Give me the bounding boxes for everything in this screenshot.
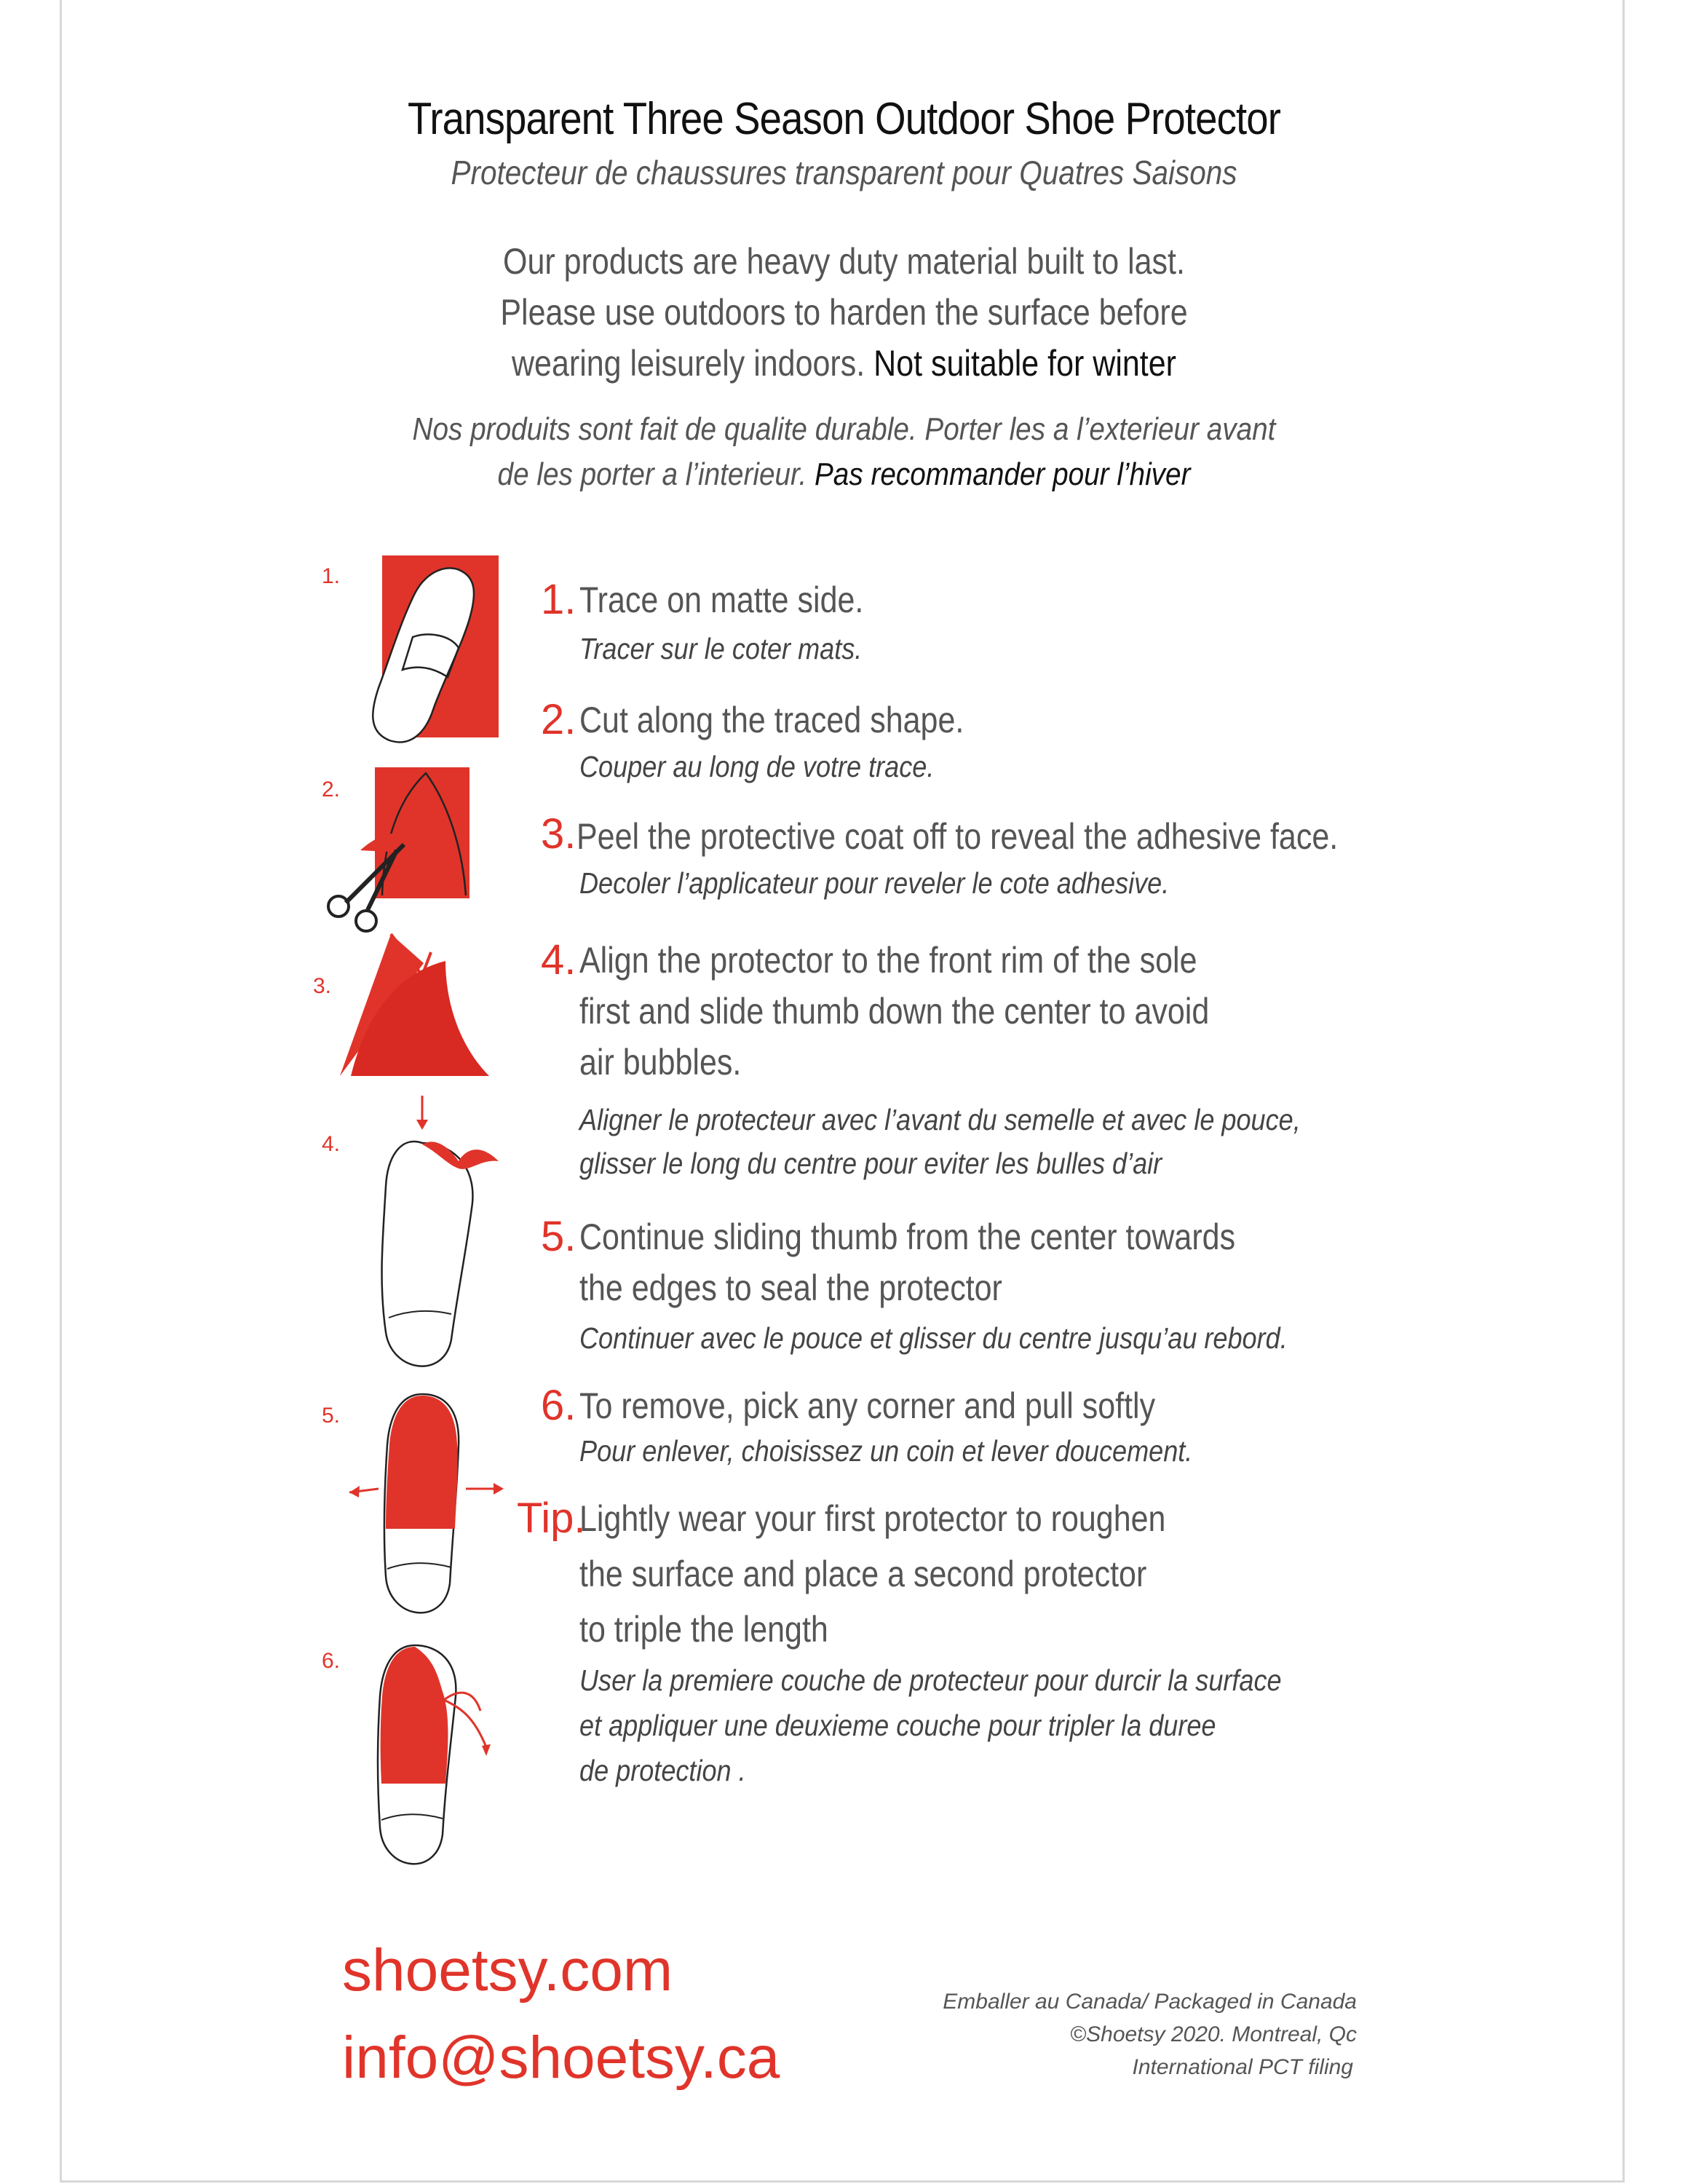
align-protector-illustration [371,1092,517,1383]
step-number: 4. [541,936,576,984]
tip-text-fr: et appliquer une deuxieme couche pour tripler la duree [579,1709,1216,1742]
footer-patent: International PCT filing [1132,2055,1353,2079]
step-text-en: To remove, pick any corner and pull softly [579,1385,1156,1426]
step-text-en: the edges to seal the protector [579,1267,1002,1308]
step-text-en: first and slide thumb down the center to avoid [579,991,1210,1032]
figure-label-4: 4. [322,1132,341,1156]
intro-fr-line-2-text: de les porter a l’interieur. [497,456,815,492]
intro-line-3-text: wearing leisurely indoors. [512,343,874,384]
step-text-fr: Aligner le protecteur avec l’avant du semelle et avec le pouce, [579,1103,1301,1136]
shoe-sole-icon [382,1142,473,1366]
step-number: 5. [541,1213,576,1260]
figure-label-6: 6. [322,1649,341,1673]
figure-label-2: 2. [322,778,341,802]
step-text-fr: Couper au long de votre trace. [579,750,935,783]
step-text-fr: glisser le long du centre pour eviter les bulles d’air [579,1147,1162,1180]
arrow-curve-icon [482,1744,491,1756]
step-number: 3. [541,810,576,858]
footer-packaged: Emballer au Canada/ Packaged in Canada [943,1990,1357,2014]
intro-line-1: Our products are heavy duty material built to last. [503,241,1185,282]
winter-warning: Not suitable for winter [873,343,1176,384]
tip-label: Tip. [517,1495,586,1542]
step-text-en: Align the protector to the front rim of the sole [579,940,1197,981]
step-text-fr: Continuer avec le pouce et glisser du centre jusqu’au rebord. [579,1321,1288,1355]
arrow-left-icon [349,1486,360,1497]
step-text-en: Peel the protective coat off to reveal the adhesive face. [576,816,1339,857]
figure-label-3: 3. [313,974,332,998]
step-text-fr: Pour enlever, choisissez un coin et lever doucement. [579,1434,1193,1468]
cut-shape-illustration [317,764,477,932]
step-number: 1. [541,576,576,623]
tip-text-en: the surface and place a second protector [579,1554,1147,1594]
step-text-en: Continue sliding thumb from the center towards [579,1216,1236,1257]
tip-text-en: Lightly wear your first protector to roughen [579,1498,1166,1539]
arrow-down-icon [416,1120,428,1130]
intro-line-3 [118,342,1569,384]
intro-fr-line-1: Nos produits sont fait de qualite durable. Porter les a l’exterieur avant [412,411,1276,447]
figure-label-1: 1. [322,564,341,588]
remove-protector-illustration [364,1638,510,1878]
peel-protector-illustration [336,930,496,1083]
arrow-right-icon [494,1483,504,1495]
trace-shoe-illustration [360,550,506,746]
tip-text-fr: User la premiere couche de protecteur pour durcir la surface [579,1663,1282,1697]
tip-text-fr: de protection . [579,1754,746,1787]
step-text-en: Trace on matte side. [579,579,864,620]
footer-copyright: ©Shoetsy 2020. Montreal, Qc [1070,2022,1357,2046]
figure-label-5: 5. [322,1404,341,1428]
seal-edges-illustration [335,1387,524,1627]
step-text-en: air bubbles. [579,1042,742,1083]
step-text-fr: Tracer sur le coter mats. [579,632,863,665]
step-number: 6. [541,1382,576,1429]
intro-fr-line-2 [101,456,1587,493]
website-link[interactable]: shoetsy.com [342,1937,673,2003]
tip-text-en: to triple the length [579,1609,828,1650]
intro-line-2: Please use outdoors to harden the surface before [500,292,1188,333]
page-title: Transparent Three Season Outdoor Shoe Protector [407,94,1281,144]
email-link[interactable]: info@shoetsy.ca [342,2025,780,2091]
step-text-fr: Decoler l’applicateur pour reveler le cote adhesive. [579,866,1170,900]
page-subtitle: Protecteur de chaussures transparent pour Quatres Saisons [451,154,1237,191]
step-number: 2. [541,696,576,743]
step-text-en: Cut along the traced shape. [579,700,964,740]
winter-warning-fr: Pas recommander pour l’hiver [814,456,1191,492]
